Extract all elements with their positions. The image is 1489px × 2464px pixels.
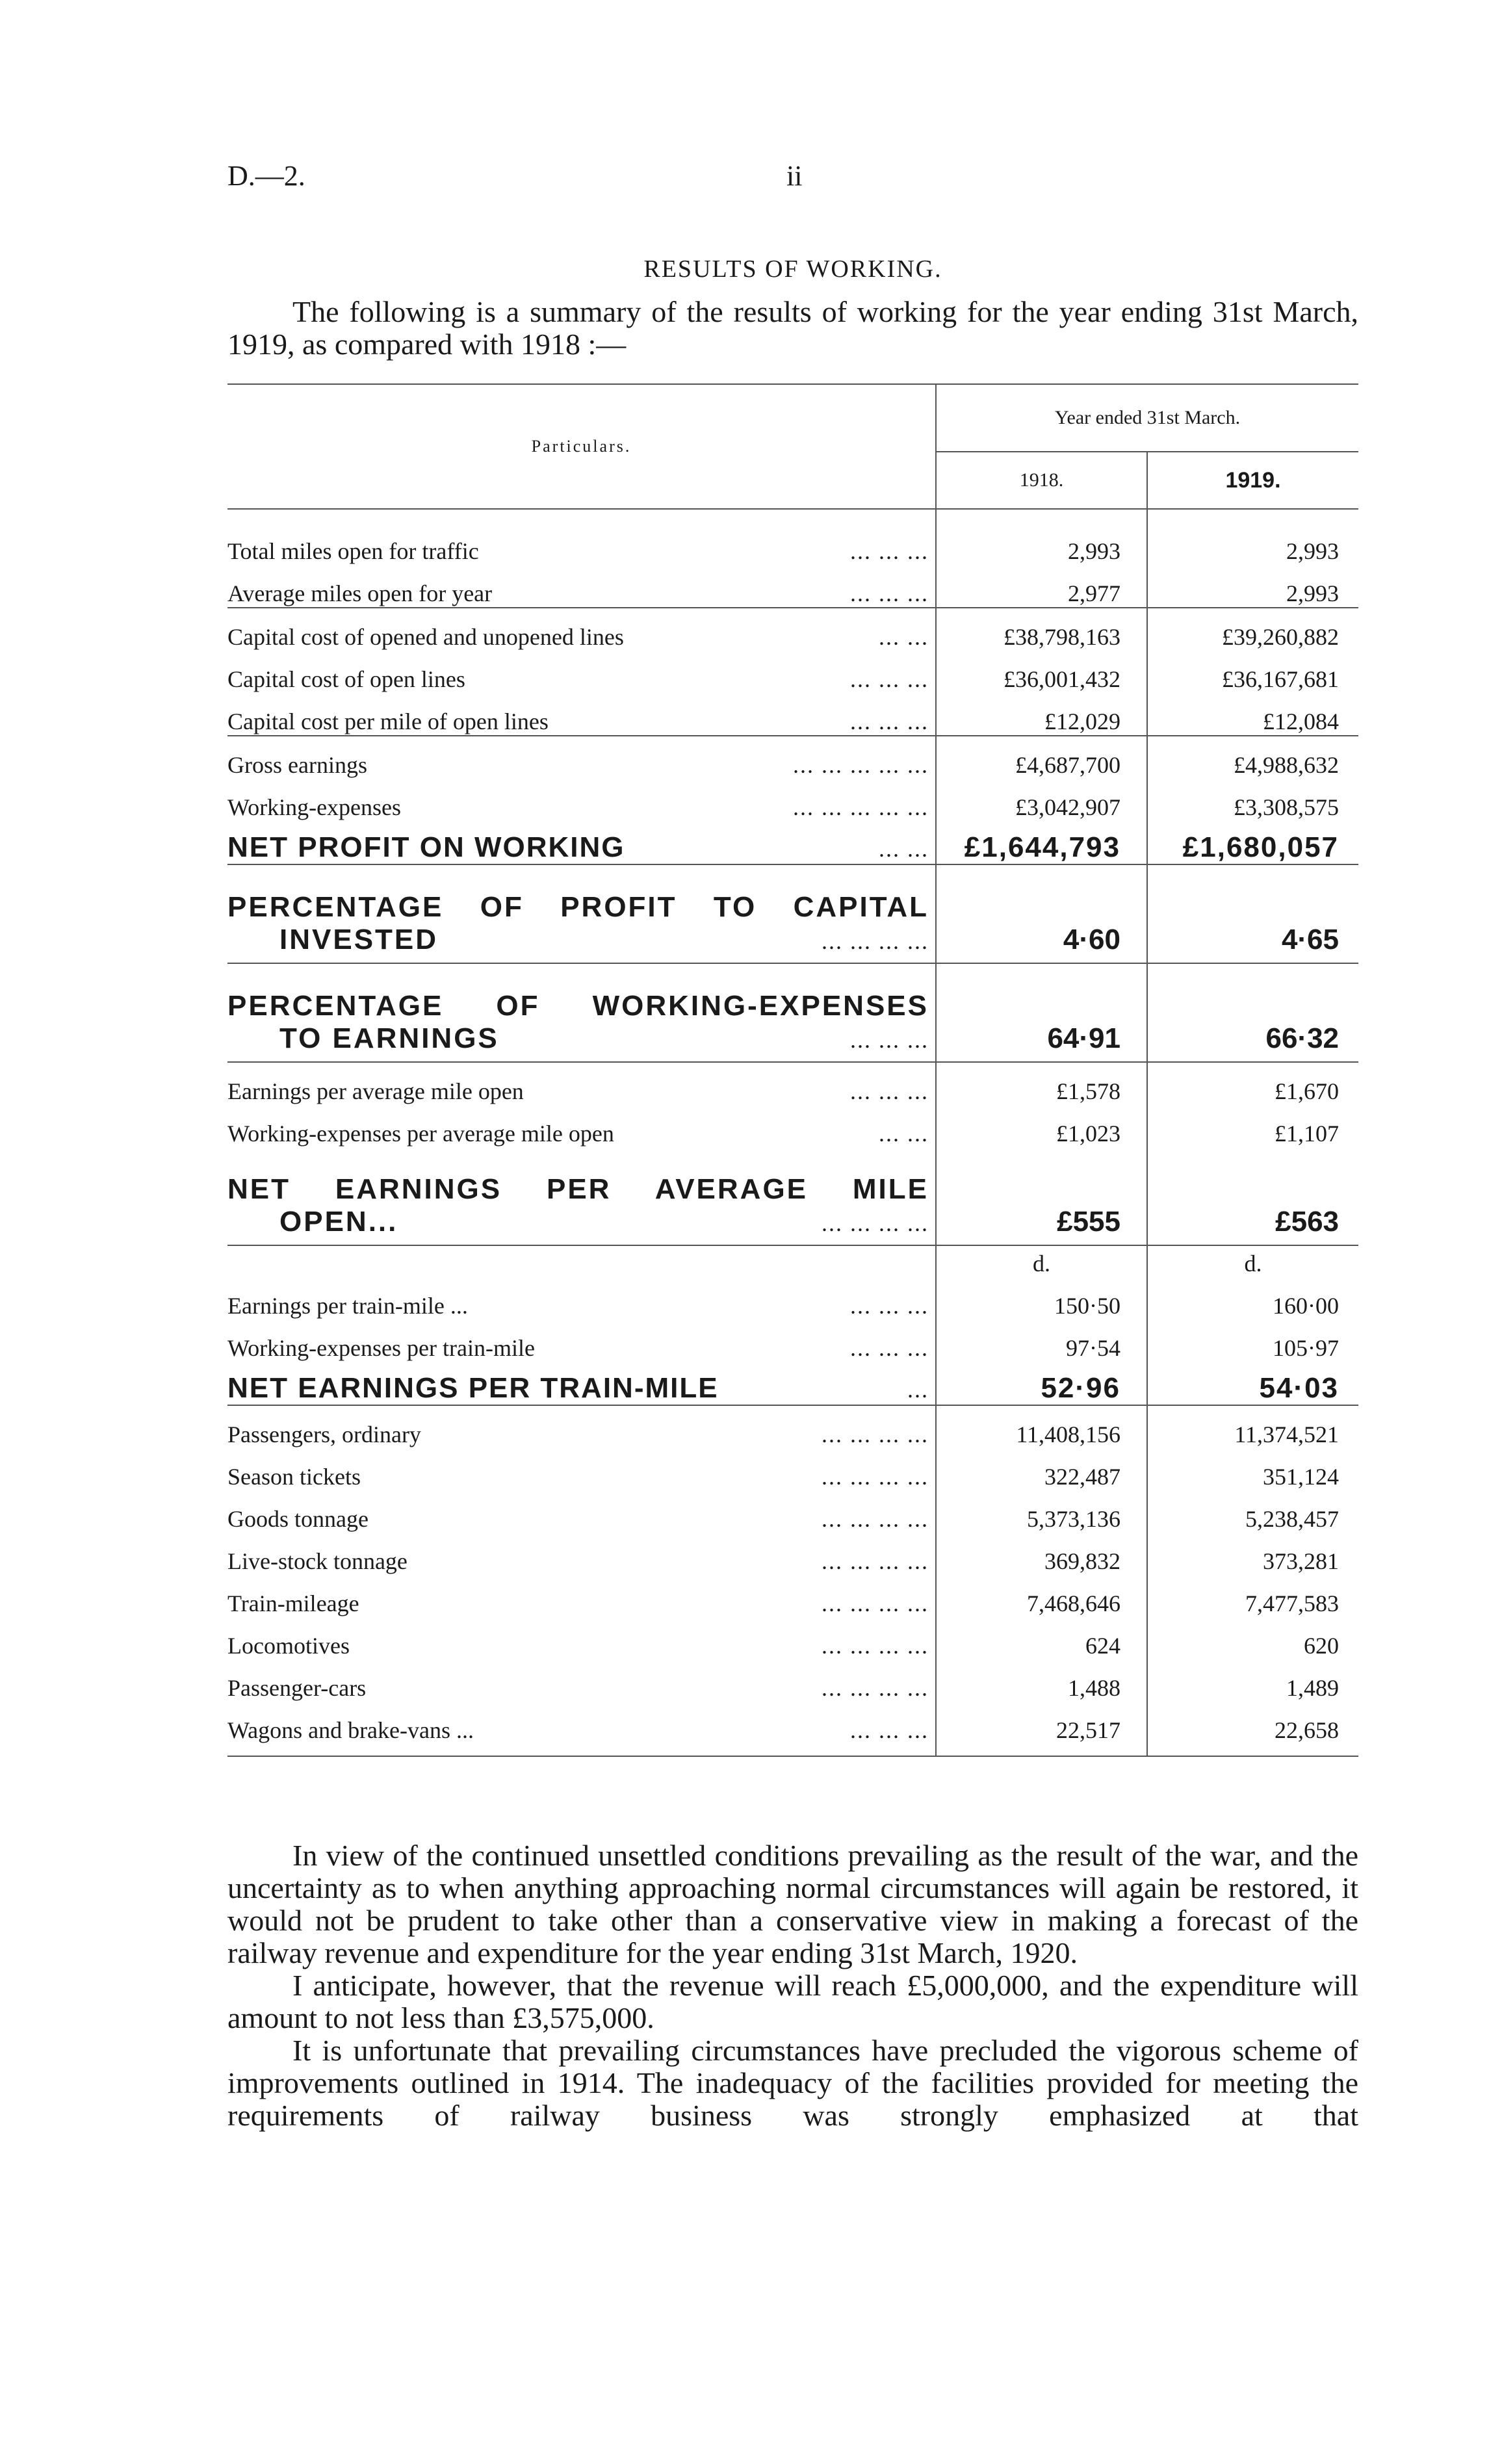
value-1918: 52·96 — [936, 1362, 1147, 1405]
row-label-line1: PERCENTAGE OF WORKING-EXPENSES — [227, 990, 929, 1022]
value-1919: 4·65 — [1147, 864, 1358, 963]
body-text — [227, 1839, 1358, 2132]
value-1919: £1,107 — [1275, 1121, 1340, 1147]
value-1918: 624 — [936, 1617, 1147, 1659]
table-row — [227, 1533, 1358, 1575]
paragraph-anticipate: I anticipate, however, that the revenue will reach £5,000,000, and the expenditure will amount to not less than £3,575,000. — [227, 1969, 1358, 2034]
table-row — [227, 1319, 1358, 1362]
value-1918: 64·91 — [936, 963, 1147, 1062]
table-row — [227, 608, 1358, 651]
value-1918: £555 — [936, 1147, 1147, 1245]
value-1919: 2,993 — [1286, 538, 1340, 564]
value-1918: 369,832 — [936, 1533, 1147, 1575]
table-row-highlight — [227, 1362, 1358, 1405]
leader-dots: ... ... — [879, 624, 929, 650]
year-1919-header: 1919. — [1147, 452, 1358, 509]
leader-dots: ... ... — [879, 1121, 929, 1147]
value-1918: 4·60 — [936, 864, 1147, 963]
table-row — [227, 779, 1358, 821]
table-row — [227, 1405, 1358, 1448]
value-1919: 2,993 — [1286, 580, 1340, 606]
row-label: Passenger-cars — [227, 1675, 367, 1701]
value-1918: £1,578 — [936, 1062, 1147, 1105]
value-1919: £563 — [1275, 1206, 1340, 1238]
leader-dots: ... ... ... ... — [822, 1675, 929, 1701]
year-group-header: Year ended 31st March. — [936, 384, 1358, 452]
row-label-line1: NET EARNINGS PER AVERAGE MILE — [227, 1173, 929, 1205]
leader-dots: ... ... ... — [850, 708, 929, 734]
value-1919: 1,489 — [1286, 1675, 1340, 1701]
table-row — [227, 1105, 1358, 1147]
leader-dots: ... ... ... ... — [822, 1548, 929, 1574]
value-1919: £12,084 — [1263, 708, 1340, 734]
table-row — [227, 523, 1358, 565]
value-1919: £3,308,575 — [1234, 794, 1340, 820]
leader-dots: ... ... ... ... — [822, 1506, 929, 1532]
value-1919: 54·03 — [1259, 1372, 1340, 1404]
row-label: Train-mileage — [227, 1590, 359, 1616]
value-1918: 97·54 — [936, 1319, 1147, 1362]
row-label: Locomotives — [227, 1633, 350, 1659]
leader-dots: ... ... ... ... — [822, 1590, 929, 1616]
value-1918: 2,993 — [936, 523, 1147, 565]
value-1919: 620 — [1304, 1633, 1340, 1659]
value-1918: £1,644,793 — [936, 821, 1147, 864]
table-row — [227, 1277, 1358, 1319]
results-table — [227, 383, 1358, 1757]
value-1918: 22,517 — [936, 1702, 1147, 1744]
leader-dots: ... ... ... ... — [822, 1421, 929, 1447]
table-row-highlight — [227, 821, 1358, 864]
leader-dots: ... ... ... — [850, 580, 929, 606]
leader-dots: ... ... ... ... — [822, 928, 929, 954]
row-label-line1: PERCENTAGE OF PROFIT TO CAPITAL — [227, 891, 929, 923]
value-1918: £38,798,163 — [936, 608, 1147, 651]
row-label: Capital cost of opened and unopened lines — [227, 624, 624, 650]
table-row — [227, 1659, 1358, 1702]
row-label: Working-expenses per train-mile — [227, 1335, 535, 1361]
value-1918: £12,029 — [936, 693, 1147, 736]
value-1919: 373,281 — [1263, 1548, 1340, 1574]
value-1919: £1,670 — [1147, 1062, 1358, 1105]
value-1919: £36,167,681 — [1222, 666, 1340, 692]
value-1918: 1,488 — [936, 1659, 1147, 1702]
table-row — [227, 736, 1358, 779]
value-1918: £1,023 — [936, 1105, 1147, 1147]
leader-dots: ... ... — [879, 836, 929, 862]
row-label: NET PROFIT ON WORKING — [227, 831, 625, 863]
leader-dots: ... ... ... — [850, 666, 929, 692]
table-row — [227, 651, 1358, 693]
leader-dots: ... ... ... ... ... — [793, 794, 929, 820]
table-row — [227, 1490, 1358, 1533]
unit-1918: d. — [936, 1245, 1147, 1277]
paragraph-forecast: In view of the continued unsettled conditions prevailing as the result of the war, and the uncertainty as to when anything approaching normal circumstances will again be restored, it would not be prudent to take other than a conservative view in making a forecast of the railway revenue and expenditure for the year ending 31st March, 1920. — [227, 1839, 1358, 1969]
table-row — [227, 1575, 1358, 1617]
value-1919: £4,988,632 — [1147, 736, 1358, 779]
value-1918: 5,373,136 — [936, 1490, 1147, 1533]
table-row-highlight — [227, 963, 1358, 1062]
leader-dots: ... ... ... — [850, 1293, 929, 1319]
value-1919: 7,477,583 — [1245, 1590, 1340, 1616]
document-reference: D.—2. — [227, 160, 305, 192]
leader-dots: ... ... ... — [850, 1027, 929, 1053]
row-label: Earnings per train-mile ... — [227, 1293, 468, 1319]
row-label: Wagons and brake-vans ... — [227, 1717, 474, 1743]
value-1919: 351,124 — [1263, 1464, 1340, 1490]
intro-paragraph: The following is a summary of the results of working for the year ending 31st March, 1919, as compared with 1918 :— — [227, 295, 1358, 361]
row-label: Gross earnings — [227, 752, 367, 778]
row-label: NET EARNINGS PER TRAIN-MILE — [227, 1372, 719, 1404]
table-row — [227, 1617, 1358, 1659]
row-label: Goods tonnage — [227, 1506, 369, 1532]
row-label: Season tickets — [227, 1464, 361, 1490]
unit-1919: d. — [1147, 1245, 1358, 1277]
leader-dots: ... ... ... — [850, 538, 929, 564]
value-1918: £4,687,700 — [936, 736, 1147, 779]
table-row-highlight — [227, 1147, 1358, 1245]
row-label: Earnings per average mile open — [227, 1078, 524, 1104]
value-1919: £39,260,882 — [1147, 608, 1358, 651]
leader-dots: ... ... ... — [850, 1078, 929, 1104]
table-row — [227, 1062, 1358, 1105]
row-label-line2: TO EARNINGS — [279, 1022, 499, 1054]
leader-dots: ... ... ... — [850, 1717, 929, 1743]
leader-dots: ... ... ... ... — [822, 1464, 929, 1490]
value-1918: £36,001,432 — [936, 651, 1147, 693]
table-row — [227, 565, 1358, 608]
row-label: Capital cost per mile of open lines — [227, 708, 549, 734]
leader-dots: ... ... ... — [850, 1335, 929, 1361]
table-row — [227, 1702, 1358, 1744]
leader-dots: ... ... ... ... — [822, 1210, 929, 1236]
value-1919: 22,658 — [1275, 1717, 1340, 1743]
value-1919: 5,238,457 — [1245, 1506, 1340, 1532]
row-label: Average miles open for year — [227, 580, 493, 606]
value-1919: 11,374,521 — [1147, 1405, 1358, 1448]
paragraph-improvements: It is unfortunate that prevailing circumstances have precluded the vigorous scheme of improvements outlined in 1914. The inadequacy of the facilities provided for meeting the requirements of railway business was strongly emphasized at that — [227, 2034, 1358, 2132]
value-1919: 105·97 — [1273, 1335, 1340, 1361]
row-label: Passengers, ordinary — [227, 1421, 421, 1447]
value-1918: £3,042,907 — [936, 779, 1147, 821]
table-row — [227, 693, 1358, 736]
section-title: RESULTS OF WORKING. — [643, 255, 942, 283]
leader-dots: ... ... ... ... — [822, 1633, 929, 1659]
unit-row — [227, 1245, 1358, 1277]
value-1918: 2,977 — [936, 565, 1147, 608]
row-label: Capital cost of open lines — [227, 666, 465, 692]
value-1918: 7,468,646 — [936, 1575, 1147, 1617]
value-1918: 322,487 — [936, 1448, 1147, 1490]
row-label-line2: INVESTED — [279, 924, 439, 955]
row-label-line2: OPEN... — [279, 1206, 398, 1238]
value-1919: 66·32 — [1147, 963, 1358, 1062]
particulars-header: Particulars. — [227, 384, 936, 509]
table-row-highlight — [227, 864, 1358, 963]
year-1918-header: 1918. — [936, 452, 1147, 509]
value-1918: 11,408,156 — [936, 1405, 1147, 1448]
leader-dots: ... ... ... ... ... — [793, 752, 929, 778]
row-label: Total miles open for traffic — [227, 538, 479, 564]
leader-dots: ... — [907, 1377, 929, 1403]
table-row — [227, 1448, 1358, 1490]
row-label: Working-expenses — [227, 794, 402, 820]
value-1918: 150·50 — [936, 1277, 1147, 1319]
value-1919: £1,680,057 — [1182, 831, 1340, 863]
row-label: Live-stock tonnage — [227, 1548, 408, 1574]
page-number: ii — [786, 160, 803, 192]
value-1919: 160·00 — [1273, 1293, 1340, 1319]
row-label: Working-expenses per average mile open — [227, 1121, 614, 1147]
